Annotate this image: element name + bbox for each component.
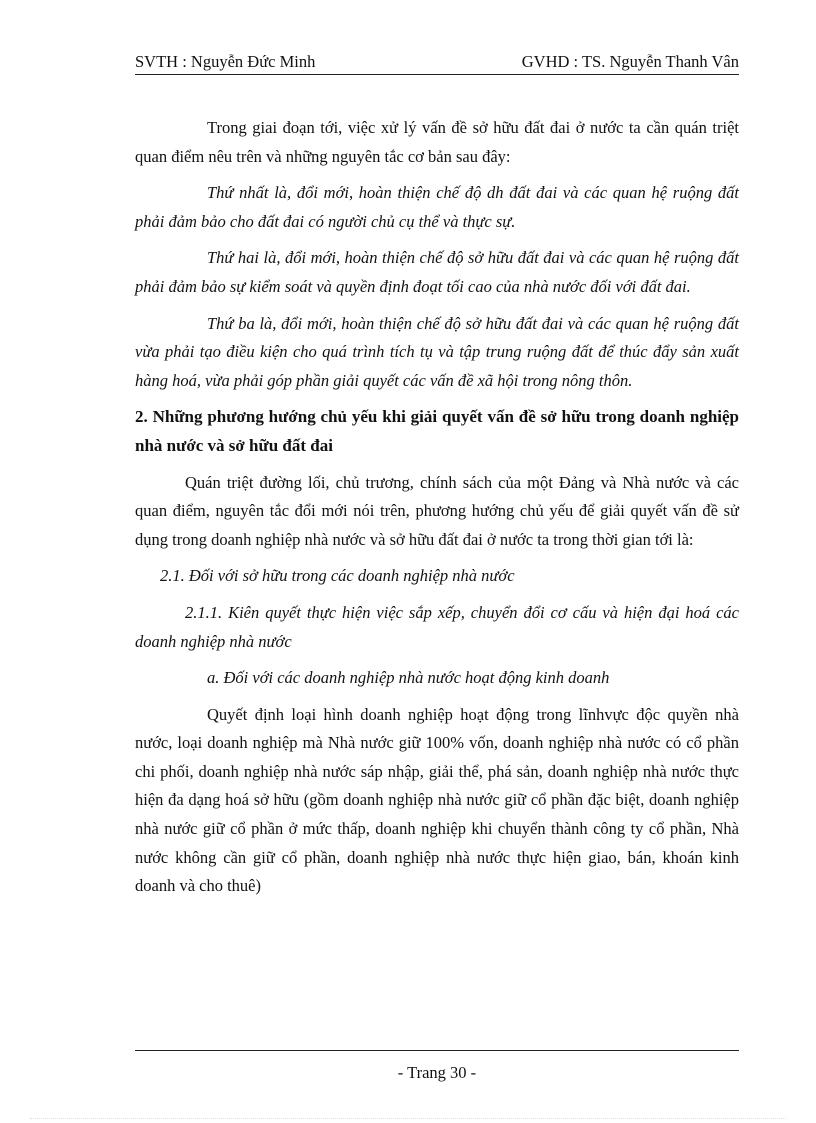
principle-2-paragraph: Thứ hai là, đổi mới, hoàn thiện chế độ sở hữu đất đai và các quan hệ ruộng đất phải đảm bảo sự kiểm soát và quyền định đoạt tối cao của nhà nước đối với đất đai. (135, 248, 739, 296)
final-paragraph: Quyết định loại hình doanh nghiệp hoạt động trong lĩnhvực độc quyền nhà nước, loại doanh nghiệp mà Nhà nước giữ 100% vốn, doanh nghiệp nhà nước có cổ phần chi phối, doanh nghiệp nhà nước sáp nhập, giải thể, phá sản, doanh nghiệp nhà nước thực hiện đa dạng hoá sở hữu (gồm doanh nghiệp nhà nước giữ cổ phần đặc biệt, doanh nghiệp nhà nước giữ cổ phần ở mức thấp, doanh nghiệp khi chuyển thành công ty cổ phần, Nhà nước không cần giữ cổ phần, doanh nghiệp nhà nước thực hiện giao, bán, khoán kinh doanh và cho thuê) (135, 704, 739, 896)
principle-1-paragraph: Thứ nhất là, đổi mới, hoàn thiện chế độ dh đất đai và các quan hệ ruộng đất phải đảm bảo cho đất đai có người chủ cụ thể và thực sự. (135, 183, 739, 231)
subsection-a-heading: a. Đối với các doanh nghiệp nhà nước hoạt động kinh doanh (207, 668, 610, 688)
page-bottom-divider (30, 1118, 786, 1119)
page-footer (135, 1050, 739, 1083)
section-paragraph: Quán triệt đường lối, chủ trương, chính sách của một Đảng và Nhà nước và các quan điểm, nguyên tắc đổi mới nói trên, phương hướng chủ yếu để giải quyết vấn đề sử dụng trong doanh nghiệp nhà nước và sở hữu đất đai ở nước ta trong thời gian tới là: (135, 472, 739, 549)
subsection-2-1-1-heading: 2.1.1. Kiên quyết thực hiện việc sắp xếp, chuyển đổi cơ cấu và hiện đại hoá các doanh nghiệp nhà nước (135, 602, 739, 651)
document-body (135, 114, 739, 909)
section-heading: 2. Những phương hướng chủ yếu khi giải quyết vấn đề sở hữu trong doanh nghiệp nhà nước và sở hữu đất đai (135, 407, 739, 455)
subsection-2-1-heading: 2.1. Đối với sở hữu trong các doanh nghiệp nhà nước (160, 566, 515, 586)
page-number: - Trang 30 - (397, 1063, 477, 1082)
intro-paragraph: Trong giai đoạn tới, việc xử lý vấn đề sở hữu đất đai ở nước ta cần quán triệt quan điểm nêu trên và những nguyên tắc cơ bản sau đây: (135, 118, 739, 166)
page-header (135, 52, 739, 75)
principle-3-paragraph: Thứ ba là, đổi mới, hoàn thiện chế độ sở hữu đất đai và các quan hệ ruộng đất vừa phải tạo điều kiện cho quá trình tích tụ và tập trung ruộng đất để thúc đẩy sản xuất hàng hoá, vừa phải góp phần giải quyết các vấn đề xã hội trong nông thôn. (135, 313, 739, 390)
student-name: SVTH : Nguyễn Đức Minh (135, 52, 316, 71)
advisor-name: GVHD : TS. Nguyễn Thanh Vân (521, 52, 739, 71)
